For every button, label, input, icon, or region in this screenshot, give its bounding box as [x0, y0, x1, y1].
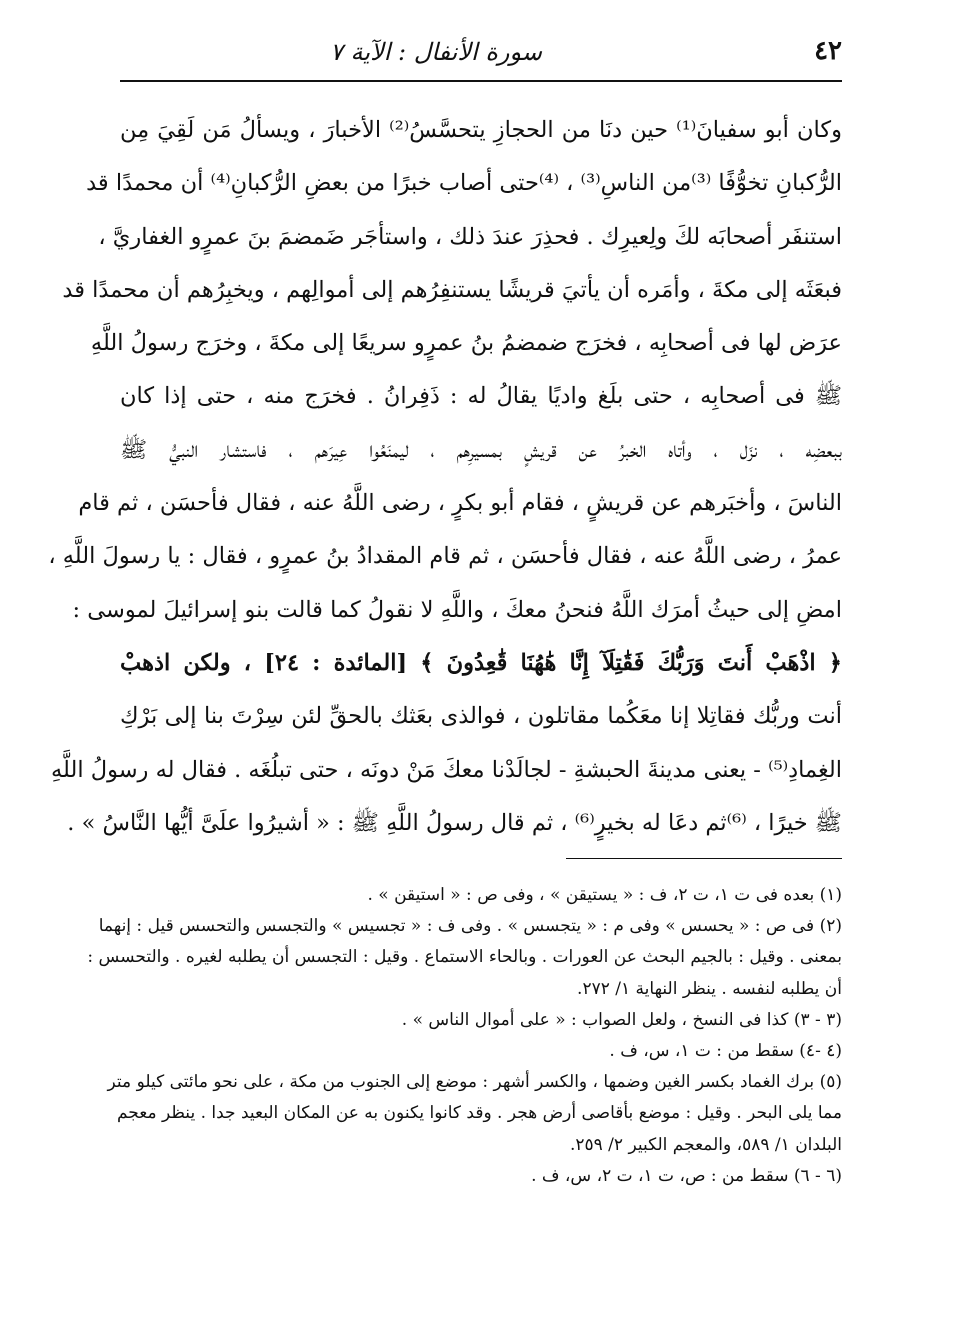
- footnote-line: (١) بعده فى ت ١، ت ٢، ف : « يستيقن » ، وفى ص : « استيقن » .: [367, 885, 842, 905]
- header-rule: [120, 80, 842, 82]
- quran-verse-line: ﴿ اذْهَبْ أَنتَ وَرَبُّكَ فَقَٰتِلَآ إِنَّا هَٰهُنَا قَٰعِدُونَ ﴾ [المائدة : ٢٤] ، ولكن اذهبْ: [120, 649, 842, 676]
- footnotes: [87, 880, 842, 1192]
- page-number: ٤٢: [814, 36, 842, 66]
- footnote-separator: [566, 858, 842, 859]
- main-line: وكان أبو سفيانَ⁽¹⁾ حين دنَا من الحجازِ يتحسَّسُ⁽²⁾ الأخبارَ ، ويسألُ مَن لَقِيَ مِن: [120, 117, 842, 143]
- footnote-line: مما يلى البحر . وقيل : موضع بأقاصى أرض هجر . وقد كانوا يكنون به عن المكان البعيد جدا . ينظر معجم: [116, 1103, 842, 1124]
- main-line: الناسَ ، وأخبَرهم عن قريشٍ ، فقام أبو بكرٍ ، رضى اللَّهُ عنه ، فقال فأحسَن ، ثم قام: [78, 490, 842, 517]
- footnote-line: (٢) فى ص : « يحسس » وفى م : « يتجسس » . وفى ف : « تجسيس » والتجسس والتحسس قيل : إنهما: [98, 916, 842, 937]
- main-line: عمرُ ، رضى اللَّهُ عنه ، فقال فأحسَن ، ثم قام المقدادُ بنُ عمرٍو ، فقال : يا رسولَ اللَّهِ ،: [48, 543, 842, 570]
- main-line: أنت وربُّك فقاتِلا إنا معَكُما مقاتلون ، فوالذى بعَثك بالحقِّ لئن سِرْتَ بنا إلى بَرْكِ: [120, 703, 842, 730]
- main-line: الغِمادِ⁽⁵⁾ - يعنى مدينةَ الحبشةِ - لجالَدْنا معكَ مَنْ دونَه ، حتى تبلُغَه . فقال له رسولُ اللَّهِ: [50, 756, 842, 783]
- main-line: فبعَثَه إلى مكةَ ، وأمَره أن يأتيَ قريشًا يستنفِرُهم إلى أموالِهم ، ويخبِرُهم أن محمدًا قد: [62, 276, 842, 303]
- main-line: استنفَر أصحابَه لكَ ولِعيرِك . فحذِرَ عندَ ذلك ، واستأجَر ضَمضمَ بنَ عمرٍو الغفاريَّ ،: [98, 223, 842, 250]
- footnote-line: أن يطلبه لنفسه . ينظر النهاية ١/ ٢٧٢.: [577, 978, 842, 999]
- running-title: سورة الأنفال : الآية ٧: [330, 38, 542, 66]
- main-text: [48, 104, 842, 850]
- footnote-line: (٦ - ٦) سقط من : ص، ت ١، ت ٢، س، ف .: [531, 1165, 842, 1186]
- footnote-line: (٥) برك الغماد بكسر الغين وضمها ، والكسر أشهر : موضع إلى الجنوب من مكة ، على نحو مائتى كيلو متر: [107, 1072, 842, 1093]
- footnote-line: البلدان ١/ ٥٨٩، والمعجم الكبير ٢/ ٢٥٩.: [569, 1134, 842, 1155]
- main-line: ﷺ خيرًا ، ⁽⁶⁾ثم دعَا له بخيرٍ⁽⁶⁾ ، ثم قال رسولُ اللَّهِ ﷺ : « أشيرُوا علَىَّ أيُّها النَّاسُ » .: [67, 809, 842, 836]
- main-line: عرَض لها فى أصحابِه ، فخرَج ضمضمُ بنُ عمرٍو سريعًا إلى مكةَ ، وخرَج رسولُ اللَّهِ: [90, 330, 842, 357]
- footnote-line: بمعنى . وقيل : بالجيم البحث عن العورات . وبالحاء الاستماع . وقيل : التجسس أن يطلبه لغيره . والتحسس :: [87, 947, 842, 968]
- footnote-line: (٣ - ٣) كذا فى النسخ ، ولعل الصواب : « على أموال الناس » .: [401, 1009, 842, 1030]
- main-line: ببعضِه ، نزَل ، وأتاه الخبرُ عن قريشٍ بمسيرِهم ، ليمنَعُوا عِيرَهم ، فاستشار النبيُّ ﷺ: [120, 436, 842, 463]
- main-line: امضِ إلى حيثُ أمرَك اللَّهُ فنحنُ معكَ ، واللَّهِ لا نقولُ كما قالت بنو إسرائيلَ لموسى :: [72, 596, 842, 623]
- main-line: ﷺ فى أصحابِه ، حتى بلَغ واديًا يقالُ له : ذَفِرانُ . فخرَج منه ، حتى إذا كان: [120, 383, 842, 410]
- page-header: [120, 30, 842, 76]
- footnote-line: (٤ -٤) سقط من : ت ١، س، ف .: [609, 1040, 842, 1061]
- main-line: الرُّكبانِ تخوُّفًا ⁽³⁾من الناسِ⁽³⁾ ، ⁽⁴⁾حتى أصاب خبرًا من بعضِ الرُّكبانِ⁽⁴⁾ أن محمدًا قد: [86, 170, 842, 197]
